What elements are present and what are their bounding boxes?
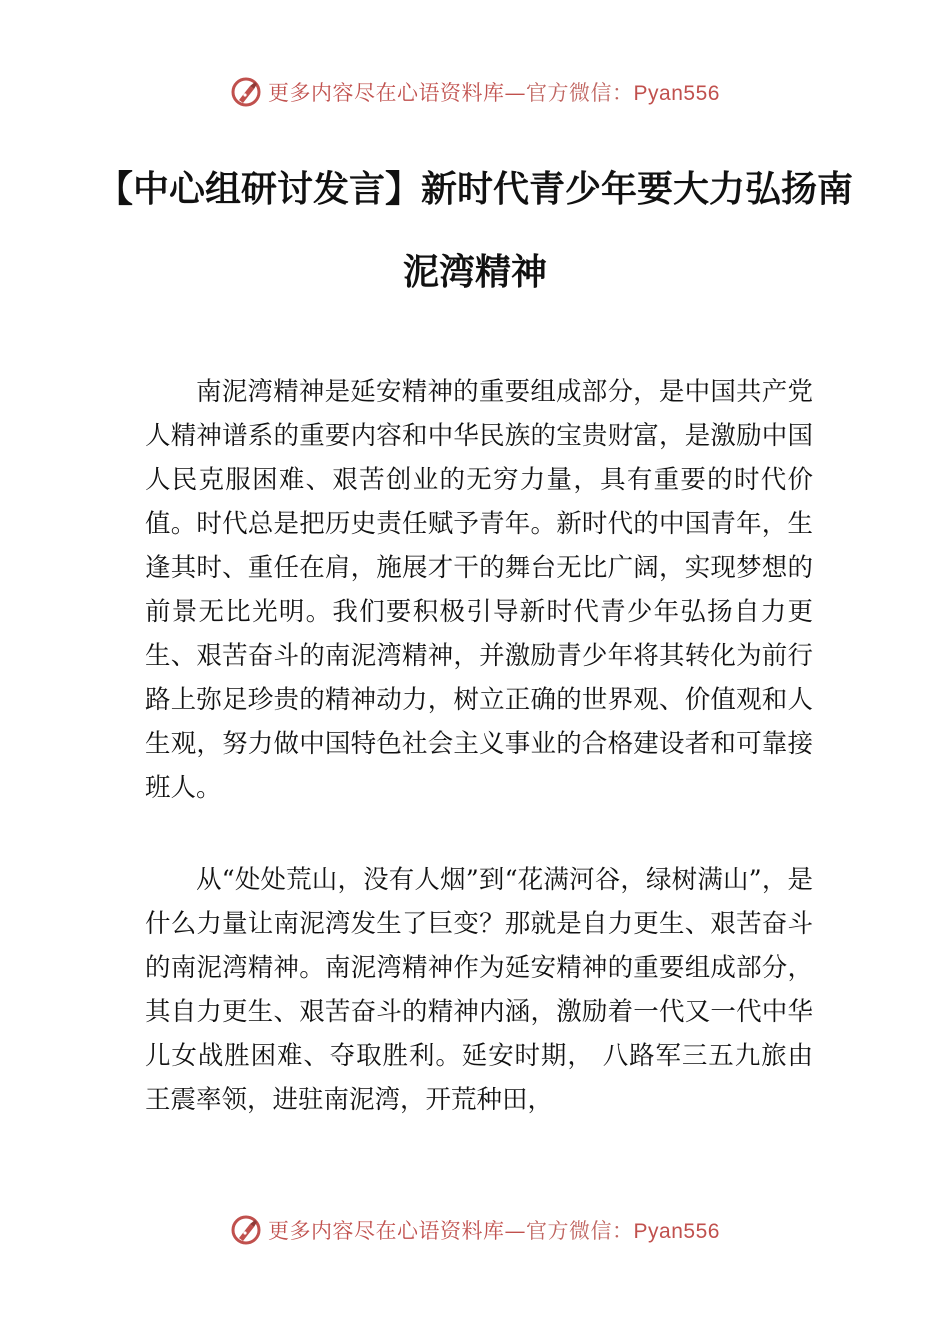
wechat-label: 官方微信：: [526, 1219, 634, 1243]
footer-banner: [0, 1210, 950, 1250]
banner-text: 更多内容尽在心语资料库—官方微信：Pyan556: [268, 81, 720, 105]
wechat-handle: Pyan556: [633, 82, 720, 105]
document-title: 【中心组研讨发言】新时代青少年要大力弘扬南泥湾精神: [96, 169, 853, 293]
body-paragraph-2: 从“处处荒山，没有人烟”到“花满河谷，绿树满山”，是什么力量让南泥湾发生了巨变？那就是自力更生、艰苦奋斗的南泥湾精神。南泥湾精神作为延安精神的重要组成部分，其自力更生、艰苦奋斗的精神内涵，激励着一代又一代中华儿女战胜困难、夺取胜利。延安时期， 八路军三五九旅由王震率领，进驻南泥湾，开荒种田，: [145, 865, 813, 1115]
banner-text: 更多内容尽在心语资料库—官方微信：Pyan556: [268, 1219, 720, 1243]
header-banner: [0, 72, 950, 112]
pen-nib-logo-icon: [230, 1214, 262, 1246]
body-paragraph-1: 南泥湾精神是延安精神的重要组成部分，是中国共产党人精神谱系的重要内容和中华民族的宝贵财富，是激励中国人民克服困难、艰苦创业的无穷力量，具有重要的时代价值。时代总是把历史责任赋予青年。新时代的中国青年，生逢其时、重任在肩，施展才干的舞台无比广阔，实现梦想的前景无比光明。我们要积极引导新时代青少年弘扬自力更生、艰苦奋斗的南泥湾精神，并激励青少年将其转化为前行路上弥足珍贵的精神动力，树立正确的世界观、价值观和人生观，努力做中国特色社会主义事业的合格建设者和可靠接班人。: [145, 377, 813, 803]
pen-nib-logo-icon: [230, 76, 262, 108]
wechat-handle: Pyan556: [633, 1220, 720, 1243]
wechat-label: 官方微信：: [526, 81, 634, 105]
